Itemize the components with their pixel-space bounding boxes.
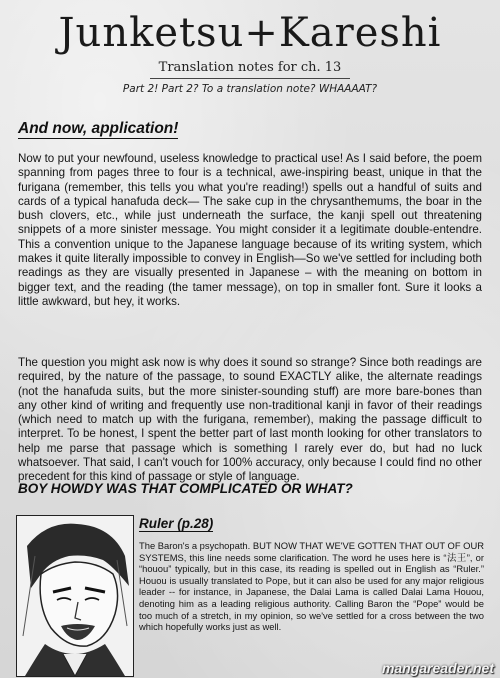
baron-portrait-image: [16, 515, 134, 677]
section-heading-application: And now, application!: [18, 120, 179, 137]
paragraph-2: The question you might ask now is why does it sound so strange? Since both readings are required, by the nature of the passage, to sound EXACTLY alike, the alternate readings (not the hanafuda suits, but the more sinister-sounding stuff) are more bare-bones than any other kind of writing and frequently use non-traditional kanji in favor of their readings (which need to match up with the furigana, remember), making the passage difficult to interpret. To be honest, I spent the better part of last month looking for other translators to help me parse that passage which is something I rarely ever do, but had no luck whatsoever. That said, I can't vouch for 100% accuracy, only because I could find no other precedent for this kind of passage or style of language.: [18, 356, 482, 484]
baron-portrait-drawing: [17, 516, 133, 676]
page-title: Junketsu+Kareshi: [58, 10, 442, 56]
page-subtitle: Translation notes for ch. 13: [158, 60, 342, 75]
section-heading-complicated: BOY HOWDY WAS THAT COMPLICATED OR WHAT?: [18, 481, 353, 496]
ruler-paragraph: The Baron's a psychopath. BUT NOW THAT WE'VE GOTTEN THAT OUT OF OUR SYSTEMS, this line needs some clarification. The word he uses here is “法王”, or “houou” typically, but in this case, its reading is spelled out in English as “Ruler.” Houou is usually translated to Pope, but it can also be used for any major religious leader -- for instance, in Japanese, the Dalai Lama is called Dalai Lama Houou, denoting him as a leading religious authority. Calling Baron the “Pope” would be too much of a stretch, in my opinion, so we've settled for a cross between the two which hopefully works just as well.: [139, 540, 484, 633]
paragraph-1: Now to put your newfound, useless knowledge to practical use! As I said before, the poem spanning from pages three to four is a technical, awe-inspiring beast, unique in that the furigana (remember, this tells you what you're reading!) spells out a handful of suits and cards of a typical hanafuda deck— The sake cup in the chrysanthemums, the boar in the bush clovers, etc., while just underneath the surface, the kanji spell out threatening snippets of a more sinister message. You might consider it a legitimate double-entendre. This a convention unique to the Japanese language because of its writing system, which makes it quite literally impossible to convey in English—So we've settled for including both readings as they are visually presented in Japanese – with the meaning on bottom in bigger text, and the reading (the tamer message), on top in smaller font. Sure it looks a little awkward, but hey, it works.: [18, 152, 482, 308]
watermark-text: mangareader.net: [381, 660, 494, 676]
subtitle-divider: [150, 78, 350, 79]
part-line: Part 2! Part 2? To a translation note? WHAAAAT?: [122, 83, 378, 95]
ruler-heading: Ruler (p.28): [139, 516, 214, 531]
